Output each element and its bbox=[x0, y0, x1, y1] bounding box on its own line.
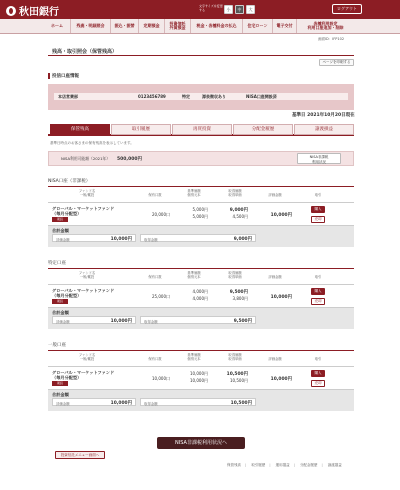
acquisition-cost: 10,500円 bbox=[226, 372, 248, 377]
fund-name[interactable]: グローバル・マーケットファンド （毎月分配型） bbox=[52, 370, 115, 380]
total-cost-value: 9,000円 bbox=[233, 237, 252, 242]
col-price: 基準価額 個別元本 bbox=[187, 271, 201, 279]
col-trade: 取引 bbox=[314, 275, 322, 279]
acquisition-cost: 9,500円 bbox=[229, 290, 248, 295]
nav-time-deposit-label: 定期預金 bbox=[143, 22, 160, 28]
nav-e-delivery-label: 電子交付 bbox=[276, 22, 293, 28]
nav-balance-label: 残高・明細照会 bbox=[76, 22, 105, 28]
table-header bbox=[48, 186, 354, 203]
reinvest-badge: 累投 bbox=[52, 299, 68, 304]
acquisition-unit: 3,800円 bbox=[232, 296, 248, 301]
font-size-medium-button[interactable]: 中 bbox=[235, 5, 244, 14]
holding-qty: 10,000口 bbox=[152, 376, 170, 381]
tab-history[interactable]: 取引履歴 bbox=[111, 124, 171, 135]
sell-button[interactable]: 売却 bbox=[311, 298, 325, 305]
footer-link-dividends[interactable]: 分配金履歴 bbox=[299, 463, 318, 467]
acquisition-cost: 9,000円 bbox=[229, 208, 248, 213]
table-row bbox=[48, 203, 354, 226]
account-branch: 本店営業部 bbox=[58, 94, 78, 99]
total-title: 合計金額 bbox=[52, 227, 69, 233]
col-qty: 保有口数 bbox=[148, 357, 162, 361]
total-row bbox=[48, 390, 354, 411]
footer-link-gains[interactable]: 譲渡損益 bbox=[327, 463, 342, 467]
eval-amount: 10,000円 bbox=[270, 295, 292, 300]
buy-button[interactable]: 購入 bbox=[311, 370, 325, 377]
col-qty: 保有口数 bbox=[148, 193, 162, 197]
eval-amount: 10,000円 bbox=[270, 377, 292, 382]
account-withholding: 源泉徴収あり bbox=[202, 94, 226, 99]
col-price: 基準価額 個別元本 bbox=[187, 353, 201, 361]
base-price: 10,000円 bbox=[190, 371, 208, 376]
footer-links bbox=[227, 463, 346, 468]
total-cost-value: 10,500円 bbox=[230, 401, 252, 406]
holding-qty: 25,000口 bbox=[152, 294, 170, 299]
col-trade: 取引 bbox=[314, 357, 322, 361]
total-cost-label: 取得金額 bbox=[144, 237, 158, 242]
total-title: 合計金額 bbox=[52, 309, 69, 315]
nisa-available-label: NISA利用可能額（2021年） bbox=[61, 156, 111, 161]
group-title: 特定口座 bbox=[48, 261, 66, 266]
total-eval-value: 10,000円 bbox=[110, 401, 132, 406]
nav-time-deposit[interactable] bbox=[138, 19, 164, 33]
sell-button[interactable]: 売却 bbox=[311, 380, 325, 387]
col-eval: 評価金額 bbox=[268, 193, 282, 197]
col-qty: 保有口数 bbox=[148, 275, 162, 279]
footer-link-history[interactable]: 取引履歴 bbox=[251, 463, 266, 467]
sell-button[interactable]: 売却 bbox=[311, 216, 325, 223]
col-eval: 評価金額 bbox=[268, 275, 282, 279]
nav-tax-payment-label: 税金・各種料金の払込 bbox=[196, 22, 237, 28]
header-bar bbox=[0, 0, 400, 19]
col-fund: ファンド名 一般/累投 bbox=[78, 271, 96, 279]
main-nav bbox=[0, 19, 400, 34]
col-fund: ファンド名 一般/累投 bbox=[78, 189, 96, 197]
total-title: 合計金額 bbox=[52, 391, 69, 397]
tab-reinvest[interactable]: 再買投資 bbox=[172, 124, 232, 135]
screen-id: 画面ID：IFP102 bbox=[318, 37, 345, 41]
total-eval-label: 評価金額 bbox=[56, 319, 70, 324]
col-fund: ファンド名 一般/累投 bbox=[78, 353, 96, 361]
back-to-menu-button[interactable]: 投資信託メニュー画面へ bbox=[55, 451, 105, 459]
total-cost-cell bbox=[140, 234, 256, 242]
total-eval-value: 10,000円 bbox=[110, 237, 132, 242]
buy-button[interactable]: 購入 bbox=[311, 288, 325, 295]
group-title: NISA口座（非課税） bbox=[48, 179, 91, 184]
page-title: 残高・取引照会（保管残高） bbox=[52, 49, 118, 55]
acquisition-unit: 4,500円 bbox=[232, 214, 248, 219]
footer-divider: | bbox=[269, 463, 271, 467]
total-row bbox=[48, 226, 354, 247]
nisa-usage-main-button[interactable]: NISA非課税利用状況へ bbox=[157, 437, 245, 449]
footer-link-holdings[interactable]: 保管残高 bbox=[227, 463, 241, 467]
col-cost: 取得価額 取得単価 bbox=[228, 353, 242, 361]
acquisition-unit: 10,500円 bbox=[230, 378, 248, 383]
base-price: 5,000円 bbox=[192, 207, 208, 212]
reinvest-badge: 累投 bbox=[52, 217, 68, 222]
total-cost-label: 取得金額 bbox=[144, 401, 158, 406]
col-trade: 取引 bbox=[314, 193, 322, 197]
group-title: 一般口座 bbox=[48, 343, 66, 348]
info-note: 基準日時点のお客さまの保有残高を表示しています。 bbox=[50, 141, 134, 145]
eval-amount: 10,000円 bbox=[270, 213, 292, 218]
total-cost-label: 取得金額 bbox=[144, 319, 158, 324]
fund-name[interactable]: グローバル・マーケットファンド （毎月分配型） bbox=[52, 288, 115, 298]
nav-transfer[interactable] bbox=[110, 19, 138, 33]
table-header bbox=[48, 350, 354, 367]
reinvest-badge: 累投 bbox=[52, 381, 68, 386]
col-cost: 取得価額 取得単価 bbox=[228, 271, 242, 279]
nav-investment-label: 投資信託 外貨預金 bbox=[169, 20, 186, 30]
tab-bar bbox=[48, 124, 354, 136]
print-page-button[interactable]: ページを印刷する bbox=[319, 59, 354, 66]
total-eval-cell bbox=[52, 316, 136, 324]
col-eval: 評価金額 bbox=[268, 357, 282, 361]
title-divider bbox=[48, 55, 354, 56]
bank-logo-icon bbox=[6, 6, 16, 16]
footer-divider: | bbox=[293, 463, 295, 467]
account-nisa-status: NISA口座開設済 bbox=[246, 94, 277, 99]
nisa-usage-button[interactable]: NISA非課税 利用状況 bbox=[297, 153, 341, 164]
footer-divider: | bbox=[245, 463, 247, 467]
tab-capital-gains[interactable]: 譲渡損益 bbox=[294, 124, 354, 135]
footer-divider: | bbox=[321, 463, 323, 467]
tab-holdings[interactable]: 保管残高 bbox=[50, 124, 110, 135]
bank-name: 秋田銀行 bbox=[19, 7, 59, 18]
col-cost: 取得価額 取得単価 bbox=[228, 189, 242, 197]
base-price: 4,000円 bbox=[192, 289, 208, 294]
holding-qty: 20,000口 bbox=[152, 212, 170, 217]
individual-basis: 5,000円 bbox=[192, 214, 208, 219]
total-eval-cell bbox=[52, 234, 136, 242]
nav-home-label: ホーム bbox=[51, 22, 63, 28]
nisa-available-box bbox=[48, 151, 354, 166]
tab-dividend-history[interactable]: 分配金履歴 bbox=[233, 124, 293, 135]
font-size-large-button[interactable]: 大 bbox=[246, 5, 255, 14]
nav-home[interactable] bbox=[44, 19, 70, 33]
nisa-available-value: 500,000円 bbox=[117, 156, 142, 162]
nav-investment[interactable] bbox=[164, 19, 190, 33]
account-number: 0123456789 bbox=[138, 94, 166, 99]
account-section-title: 投信口座情報 bbox=[48, 73, 79, 79]
nav-balance[interactable] bbox=[70, 19, 110, 33]
individual-basis: 4,000円 bbox=[192, 296, 208, 301]
total-row bbox=[48, 308, 354, 329]
individual-basis: 10,000円 bbox=[190, 378, 208, 383]
footer-link-profit[interactable]: 運用損益 bbox=[275, 463, 290, 467]
total-cost-cell bbox=[140, 398, 256, 406]
bank-logo[interactable] bbox=[6, 3, 59, 18]
table-row bbox=[48, 285, 354, 308]
buy-button[interactable]: 購入 bbox=[311, 206, 325, 213]
account-info-box bbox=[48, 84, 354, 110]
total-cost-value: 9,500円 bbox=[233, 319, 252, 324]
font-size-label: 文字サイズを変更する bbox=[199, 4, 223, 12]
nav-home-loan[interactable] bbox=[242, 19, 272, 33]
total-cost-cell bbox=[140, 316, 256, 324]
total-eval-label: 評価金額 bbox=[56, 237, 70, 242]
logout-button[interactable]: ログアウト bbox=[332, 4, 362, 14]
base-date: 基準日 2021年10月20日現在 bbox=[292, 113, 355, 118]
nav-home-loan-label: 住宅ローン bbox=[247, 22, 268, 28]
col-price: 基準価額 個別元本 bbox=[187, 189, 201, 197]
font-size-small-button[interactable]: 小 bbox=[224, 5, 233, 14]
nav-e-delivery[interactable] bbox=[272, 19, 296, 33]
total-eval-label: 評価金額 bbox=[56, 401, 70, 406]
nav-settings[interactable] bbox=[296, 19, 354, 33]
nav-tax-payment[interactable] bbox=[190, 19, 242, 33]
table-header bbox=[48, 268, 354, 285]
total-eval-value: 10,000円 bbox=[110, 319, 132, 324]
nav-transfer-label: 振込・振替 bbox=[114, 22, 135, 28]
nav-settings-label: 各種利用設定 利用口座追加・削除 bbox=[307, 20, 344, 30]
table-row bbox=[48, 367, 354, 390]
account-type: 特定 bbox=[182, 94, 190, 99]
fund-name[interactable]: グローバル・マーケットファンド （毎月分配型） bbox=[52, 206, 115, 216]
account-info-row bbox=[54, 93, 348, 100]
total-eval-cell bbox=[52, 398, 136, 406]
